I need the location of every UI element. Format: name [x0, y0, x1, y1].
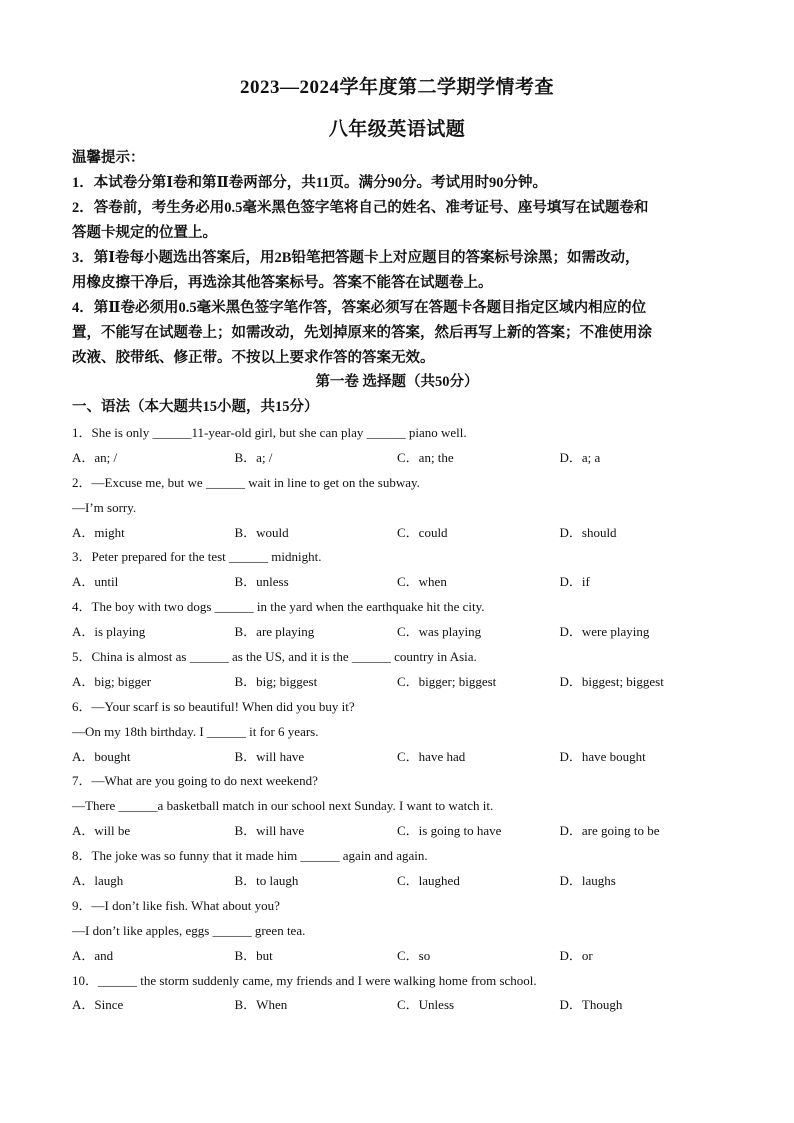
answer-option-c: C．laughed: [397, 873, 460, 889]
answer-option-b: B．but: [234, 947, 273, 963]
question-item: [72, 844, 722, 894]
section-title: 第一卷 选择题（共50分）: [315, 374, 479, 390]
question-dialogue-line: —I’m sorry.: [72, 499, 137, 515]
answer-option-d: D．should: [559, 524, 617, 540]
tips-line: 答题卡规定的位置上。: [72, 225, 217, 241]
question-stem: 3．Peter prepared for the test ______ midnight.: [72, 549, 322, 565]
answer-option-b: B．to laugh: [234, 873, 299, 889]
answer-options: [72, 570, 722, 595]
question-stem: 6．—Your scarf is so beautiful! When did you buy it?: [72, 698, 355, 714]
answer-options: [72, 745, 722, 770]
question-item: [72, 545, 722, 595]
answer-option-a: A．big; bigger: [72, 673, 152, 689]
answer-option-a: A．might: [72, 524, 125, 540]
answer-option-a: A．is playing: [72, 624, 146, 640]
answer-option-a: A．laugh: [72, 873, 124, 889]
tips-heading: 温馨提示：: [72, 150, 145, 166]
question-dialogue-line: —I don’t like apples, eggs ______ green tea.: [72, 922, 306, 938]
answer-option-c: C．so: [397, 947, 431, 963]
question-stem: 4．The boy with two dogs ______ in the yard when the earthquake hit the city.: [72, 599, 485, 615]
answer-option-a: A．and: [72, 947, 114, 963]
tips-line: 2．答卷前，考生务必用0.5毫米黑色签字笔将自己的姓名、准考证号、座号填写在试题卷和: [72, 200, 649, 216]
answer-option-c: C．when: [397, 574, 447, 590]
answer-options: [72, 869, 722, 894]
answer-option-a: A．an; /: [72, 449, 118, 465]
answer-options: [72, 521, 722, 546]
answer-options: [72, 620, 722, 645]
answer-option-d: D．have bought: [559, 748, 646, 764]
answer-option-d: D．were playing: [559, 624, 650, 640]
question-item: [72, 695, 722, 770]
question-stem: 10．______ the storm suddenly came, my friends and I were walking home from school.: [72, 972, 537, 988]
answer-option-c: C．was playing: [397, 624, 482, 640]
exam-title: 2023—2024学年度第二学期学情考查: [239, 77, 554, 98]
question-dialogue-line: —There ______a basketball match in our school next Sunday. I want to watch it.: [72, 798, 494, 814]
question-stem: 7．—What are you going to do next weekend?: [72, 773, 318, 789]
answer-option-d: D．are going to be: [559, 823, 660, 839]
answer-option-d: D．if: [559, 574, 590, 590]
answer-option-d: D．Though: [559, 997, 623, 1013]
tips-line: 3．第Ⅰ卷每小题选出答案后，用2B铅笔把答题卡上对应题目的答案标号涂黑；如需改动，: [72, 250, 640, 266]
answer-option-b: B．will have: [234, 748, 305, 764]
answer-option-c: C．Unless: [397, 997, 455, 1013]
tips-line: 改液、胶带纸、修正带。不按以上要求作答的答案无效。: [72, 350, 435, 366]
question-item: [72, 421, 722, 471]
answer-option-a: A．Since: [72, 997, 124, 1013]
answer-option-b: B．When: [234, 997, 288, 1013]
question-dialogue-line: —On my 18th birthday. I ______ it for 6 years.: [72, 723, 319, 739]
question-item: [72, 969, 722, 1019]
answer-option-c: C．bigger; biggest: [397, 673, 497, 689]
exam-subtitle: 八年级英语试题: [328, 119, 466, 140]
question-stem: 5．China is almost as ______ as the US, and it is the ______ country in Asia.: [72, 649, 477, 665]
answer-option-b: B．are playing: [234, 624, 315, 640]
answer-option-a: A．bought: [72, 748, 131, 764]
answer-option-b: B．big; biggest: [234, 673, 318, 689]
answer-option-d: D．or: [559, 947, 593, 963]
answer-option-d: D．laughs: [559, 873, 616, 889]
answer-options: [72, 993, 722, 1018]
tips-line: 置，不能写在试题卷上；如需改动，先划掉原来的答案，然后再写上新的答案；不准使用涂: [72, 325, 652, 341]
tips-line: 1．本试卷分第Ⅰ卷和第Ⅱ卷两部分，共11页。满分90分。考试用时90分钟。: [72, 175, 547, 191]
tips-block: [72, 146, 722, 371]
answer-option-c: C．have had: [397, 748, 466, 764]
question-list: [72, 421, 722, 1018]
answer-options: [72, 670, 722, 695]
question-item: [72, 769, 722, 844]
question-item: [72, 471, 722, 546]
answer-option-b: B．would: [234, 524, 289, 540]
answer-options: [72, 944, 722, 969]
answer-option-c: C．an; the: [397, 449, 454, 465]
question-item: [72, 894, 722, 969]
question-stem: 9．—I don’t like fish. What about you?: [72, 897, 280, 913]
answer-option-d: D．a; a: [559, 449, 601, 465]
answer-option-a: A．will be: [72, 823, 131, 839]
question-stem: 2．—Excuse me, but we ______ wait in line to get on the subway.: [72, 474, 420, 490]
answer-option-b: B．a; /: [234, 449, 273, 465]
tips-line: 用橡皮擦干净后，再选涂其他答案标号。答案不能答在试题卷上。: [72, 275, 493, 291]
answer-option-a: A．until: [72, 574, 119, 590]
question-stem: 8．The joke was so funny that it made him ______ again and again.: [72, 848, 428, 864]
question-item: [72, 595, 722, 645]
answer-option-c: C．could: [397, 524, 448, 540]
tips-line: 4．第Ⅱ卷必须用0.5毫米黑色签字笔作答，答案必须写在答题卡各题目指定区域内相应的位: [72, 300, 647, 316]
question-stem: 1．She is only ______11-year-old girl, but she can play ______ piano well.: [72, 425, 467, 440]
question-item: [72, 645, 722, 695]
answer-option-d: D．biggest; biggest: [559, 673, 664, 689]
answer-option-c: C．is going to have: [397, 823, 502, 839]
answer-option-b: B．will have: [234, 823, 305, 839]
answer-options: [72, 446, 722, 471]
answer-options: [72, 819, 722, 844]
part-title: 一、语法（本大题共15小题，共15分）: [72, 399, 319, 415]
answer-option-b: B．unless: [234, 574, 289, 590]
